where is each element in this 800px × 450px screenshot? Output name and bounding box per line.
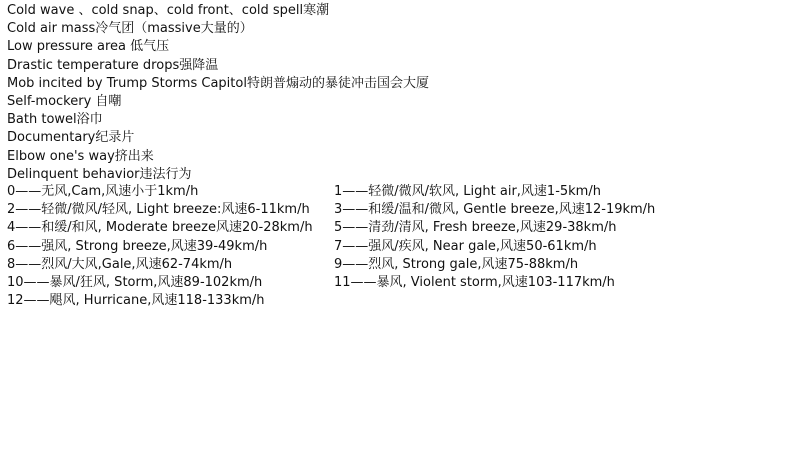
vocab-item: Drastic temperature drops强降温 — [7, 57, 219, 73]
wind-level-entry: 5——清劲/清风, Fresh breeze,风速29-38km/h — [334, 220, 617, 236]
wind-level-entry: 3——和缓/温和/微风, Gentle breeze,风速12-19km/h — [334, 202, 656, 218]
wind-scale-row — [7, 201, 797, 219]
vocab-item: Self-mockery 自嘲 — [7, 94, 122, 110]
wind-level-entry: 7——强风/疾风, Near gale,风速50-61km/h — [334, 238, 597, 254]
vocab-item: Documentary纪录片 — [7, 130, 135, 146]
wind-scale-row — [7, 256, 797, 274]
wind-level-entry: 4——和缓/和风, Moderate breeze风速20-28km/h — [7, 220, 313, 236]
vocab-item: Cold wave 、cold snap、cold front、cold spell寒潮 — [7, 3, 330, 18]
vocab-item: Delinquent behavior违法行为 — [7, 166, 192, 182]
wind-level-entry: 12——飓风, Hurricane,风速118-133km/h — [7, 293, 265, 309]
wind-level-entry: 2——轻微/微风/轻风, Light breeze:风速6-11km/h — [7, 202, 310, 218]
wind-scale-row — [7, 183, 797, 201]
vocabulary-list — [7, 2, 429, 184]
vocab-item: Elbow one's way挤出来 — [7, 148, 154, 164]
wind-level-entry: 6——强风, Strong breeze,风速39-49km/h — [7, 238, 268, 254]
wind-level-entry: 8——烈风/大风,Gale,风速62-74km/h — [7, 256, 233, 272]
wind-scale-table — [7, 183, 797, 310]
wind-scale-row — [7, 238, 797, 256]
vocab-item: Mob incited by Trump Storms Capitol特朗普煽动的暴徒冲击国会大厦 — [7, 75, 429, 91]
wind-level-entry: 0——无风,Cam,风速小于1km/h — [7, 184, 199, 199]
wind-level-entry: 11——暴风, Violent storm,风速103-117km/h — [334, 274, 615, 290]
wind-scale-row — [7, 292, 797, 310]
wind-scale-row — [7, 274, 797, 292]
vocab-item: Bath towel浴巾 — [7, 112, 103, 128]
vocab-item: Cold air mass冷气团（massive大量的） — [7, 21, 253, 37]
wind-scale-row — [7, 219, 797, 237]
wind-level-entry: 1——轻微/微风/软风, Light air,风速1-5km/h — [334, 184, 601, 199]
vocab-item: Low pressure area 低气压 — [7, 39, 170, 55]
wind-level-entry: 10——暴风/狂风, Storm,风速89-102km/h — [7, 274, 263, 290]
wind-level-entry: 9——烈风, Strong gale,风速75-88km/h — [334, 256, 579, 272]
